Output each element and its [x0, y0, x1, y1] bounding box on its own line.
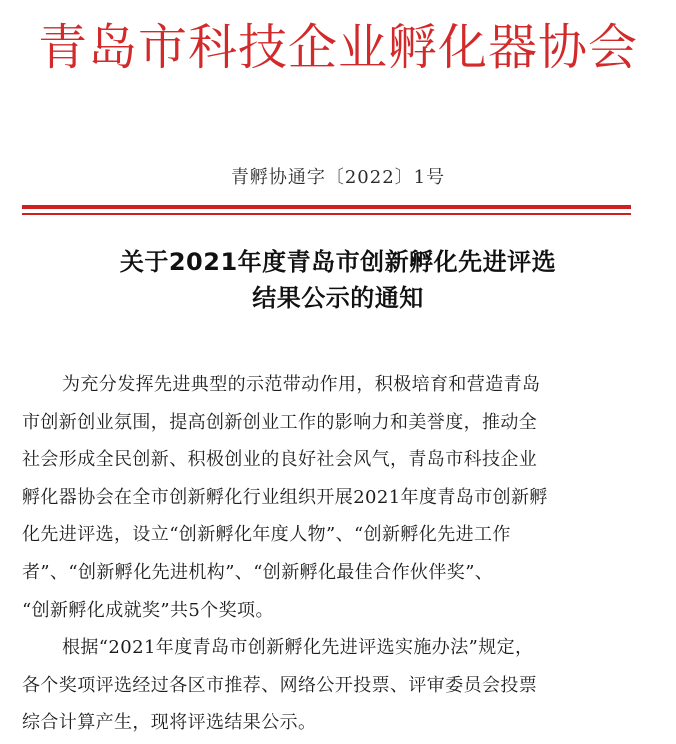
body-line: 为充分发挥先进典型的示范带动作用，积极培育和营造青岛: [62, 374, 541, 395]
body-line: “创新孵化成就奖”共5个奖项。: [22, 599, 274, 621]
notice-title-line-1: 关于2021年度青岛市创新孵化先进评选: [119, 248, 557, 276]
header-divider-thick: [22, 205, 631, 209]
notice-title-line-2: 结果公示的通知: [252, 284, 424, 312]
body-line: 各个奖项评选经过各区市推荐、网络公开投票、评审委员会投票: [22, 674, 538, 696]
body-line: 孵化器协会在全市创新孵化行业组织开展2021年度青岛市创新孵: [22, 486, 548, 508]
body-line: 者”、“创新孵化先进机构”、“创新孵化最佳合作伙伴奖”、: [22, 561, 494, 583]
body-line: 社会形成全民创新、积极创业的良好社会风气，青岛市科技企业: [22, 449, 538, 471]
body-line: 综合计算产生，现将评选结果公示。: [22, 712, 317, 734]
body-line: 根据“2021年度青岛市创新孵化先进评选实施办法”规定，: [62, 637, 534, 659]
notice-body: [22, 366, 638, 742]
header-divider-thin: [22, 213, 631, 215]
notice-title: [0, 244, 676, 316]
document-number: 青孵协通字〔2022〕1号: [230, 167, 446, 188]
organization-header-title: 青岛市科技企业孵化器协会: [37, 19, 638, 76]
body-line: 市创新创业氛围，提高创新创业工作的影响力和美誉度，推动全: [22, 411, 538, 433]
body-line: 化先进评选，设立“创新孵化年度人物”、“创新孵化先进工作: [22, 524, 511, 546]
